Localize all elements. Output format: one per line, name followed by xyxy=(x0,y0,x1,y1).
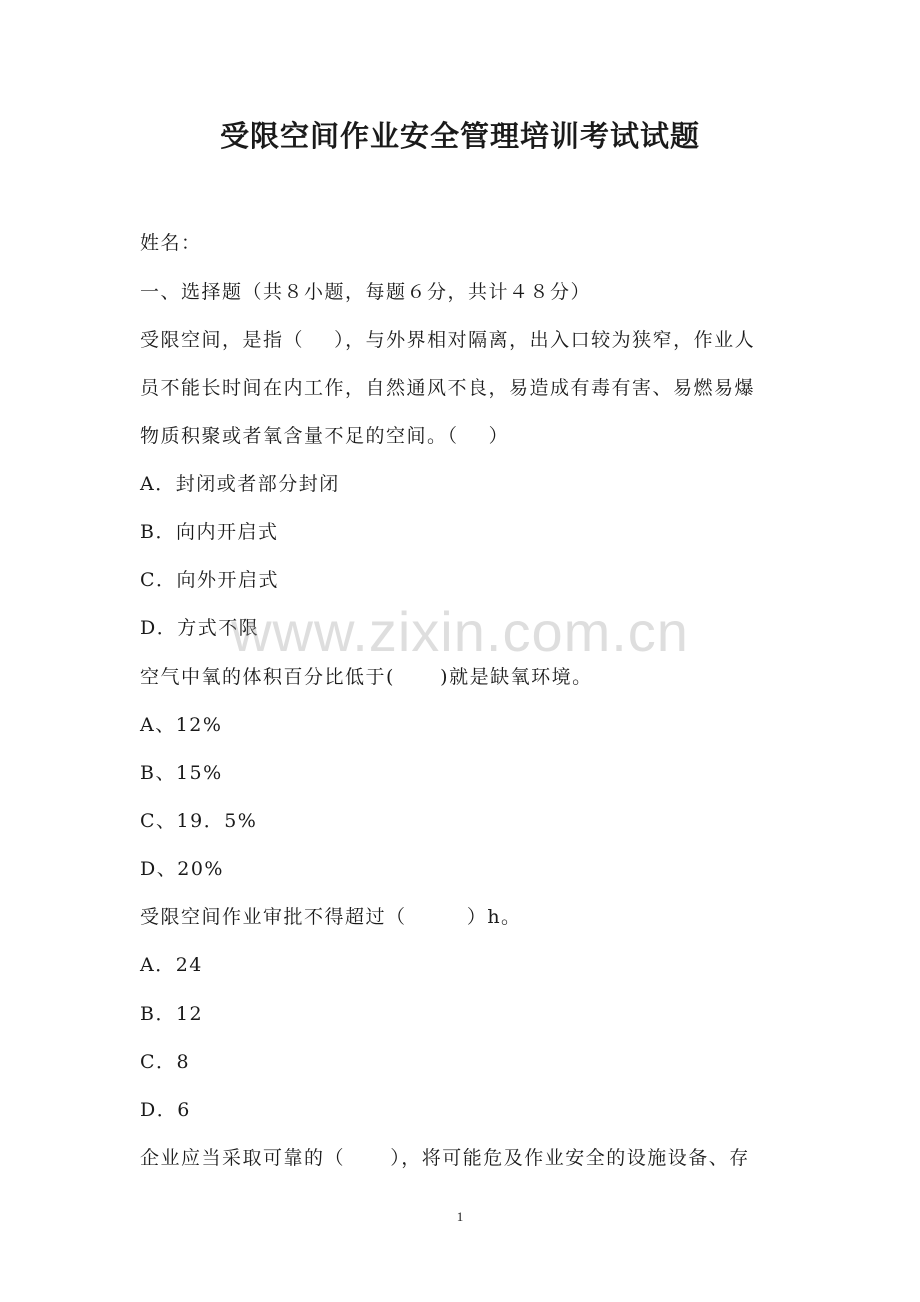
answer-option-c: C．向外开启式 xyxy=(140,569,280,591)
answer-option-b: B、15% xyxy=(140,762,223,784)
answer-option-b: B．12 xyxy=(140,1003,204,1025)
question-text-line: 员不能长时间在内工作，自然通风不良，易造成有毒有害、易燃易爆 xyxy=(140,377,756,399)
answer-option-c: C．8 xyxy=(140,1051,191,1073)
answer-option-a: A．24 xyxy=(140,954,203,976)
question-text-line: 企业应当采取可靠的（ ），将可能危及作业安全的设施设备、存 xyxy=(140,1147,750,1169)
answer-option-d: D．6 xyxy=(140,1099,191,1121)
answer-option-a: A．封闭或者部分封闭 xyxy=(140,473,340,495)
answer-option-a: A、12% xyxy=(140,714,223,736)
question-text-line: 受限空间作业审批不得超过（ ）h。 xyxy=(140,906,522,928)
answer-option-d: D、20% xyxy=(140,858,224,880)
question-text-line: 物质积聚或者氧含量不足的空间。（ ） xyxy=(140,425,510,447)
watermark: www.zixin.com.cn xyxy=(231,600,689,663)
question-text-line: 受限空间，是指（ ），与外界相对隔离，出入口较为狭窄，作业人 xyxy=(140,329,756,351)
document-title: 受限空间作业安全管理培训考试试题 xyxy=(219,119,700,153)
answer-option-b: B．向内开启式 xyxy=(140,521,279,543)
section-heading: 一、选择题（共８小题，每题６分，共计４８分） xyxy=(140,281,592,303)
page-number: 1 xyxy=(456,1209,464,1224)
question-text-line: 空气中氧的体积百分比低于( )就是缺氧环境。 xyxy=(140,666,593,688)
answer-option-d: D．方式不限 xyxy=(140,617,260,639)
answer-option-c: C、19．5% xyxy=(140,810,258,832)
name-label: 姓名： xyxy=(140,232,202,254)
